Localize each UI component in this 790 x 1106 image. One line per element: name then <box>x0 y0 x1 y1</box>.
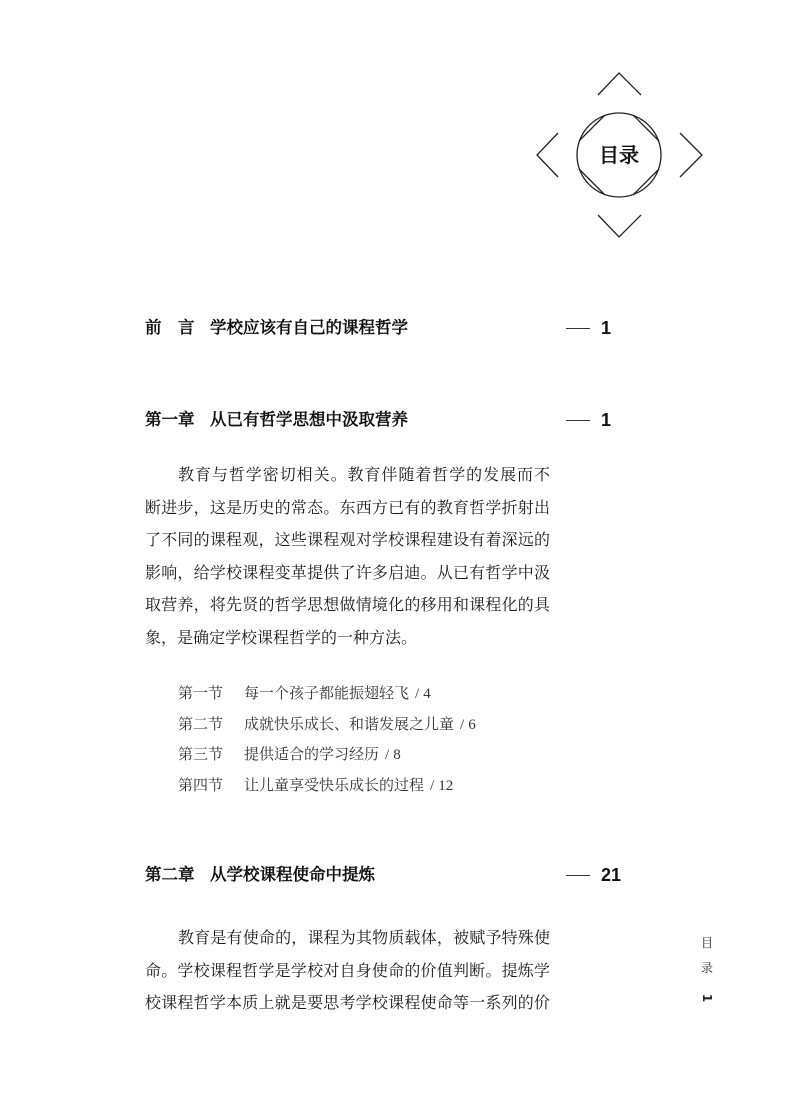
page-separator: / <box>430 777 435 794</box>
summary-line: 影响，给学校课程变革提供了许多启迪。从已有哲学中汲 <box>145 562 550 582</box>
summary-line: 取营养，将先贤的哲学思想做情境化的移用和课程化的具 <box>145 595 550 615</box>
toc-emblem <box>530 65 710 245</box>
section-title: 每一个孩子都能振翅轻飞 <box>244 684 410 702</box>
toc-section-3 <box>0 743 790 765</box>
section-text <box>244 743 401 766</box>
toc-section-1 <box>0 682 790 704</box>
section-text <box>244 682 431 705</box>
section-page-number: 4 <box>423 686 431 702</box>
section-page-number: 6 <box>468 716 476 733</box>
chapter-page-number: 21 <box>601 865 622 885</box>
section-label: 第四节 <box>178 775 224 794</box>
emblem-diagonal-lr <box>633 169 659 195</box>
section-label: 第二节 <box>178 714 224 733</box>
chevron-left-icon <box>537 133 558 177</box>
entry-label: 前 言 <box>145 318 195 337</box>
summary-line: 校课程哲学本质上就是要思考学校课程使命等一系列的价 <box>145 993 550 1013</box>
chapter-label: 第一章 <box>145 410 195 429</box>
chapter-title: 从学校课程使命中提炼 <box>210 865 375 884</box>
chevron-right-icon <box>680 133 702 177</box>
page-separator: / <box>460 716 465 733</box>
summary-line: 断进步，这是历史的常态。东西方已有的教育哲学折射出 <box>145 497 550 517</box>
entry-page-number: 1 <box>601 318 612 338</box>
section-label: 第一节 <box>178 684 224 702</box>
leader-dash <box>566 328 590 329</box>
summary-line: 了不同的课程观，这些课程观对学校课程建设有着深远的 <box>145 530 550 550</box>
running-header-char: 目 <box>700 936 713 950</box>
section-title: 成就快乐成长、和谐发展之儿童 <box>244 714 455 733</box>
summary-line: 教育是有使命的，课程为其物质载体，被赋予特殊使 <box>178 928 550 947</box>
toc-entry-chapter-2 <box>0 864 790 886</box>
emblem-diagonal-ur <box>633 115 659 141</box>
chapter-title: 从已有哲学思想中汲取营养 <box>210 410 408 429</box>
section-page-number: 8 <box>393 747 401 763</box>
chapter-page-number: 1 <box>601 410 612 430</box>
summary-line: 教育与哲学密切相关。教育伴随着哲学的发展而不 <box>178 465 550 484</box>
running-header-page-number: 1 <box>700 993 714 1003</box>
section-text <box>244 774 453 797</box>
leader-dash <box>566 875 590 876</box>
section-label: 第三节 <box>178 745 224 763</box>
entry-title: 学校应该有自己的课程哲学 <box>210 318 408 337</box>
section-title: 提供适合的学习经历 <box>244 745 380 763</box>
toc-section-2 <box>0 713 790 735</box>
toc-entry-chapter-1 <box>0 409 790 431</box>
emblem-diagonal-ul <box>579 115 605 141</box>
leader-dash <box>566 420 590 421</box>
chevron-down-icon <box>598 215 641 237</box>
page-separator: / <box>385 747 390 763</box>
section-title: 让儿童享受快乐成长的过程 <box>244 775 425 794</box>
chapter-2-summary <box>145 922 550 1020</box>
section-text <box>244 713 476 736</box>
toc-section-4 <box>0 774 790 796</box>
emblem-diagonal-ll <box>579 169 605 195</box>
section-page-number: 12 <box>438 777 454 794</box>
toc-entry-preface <box>0 317 790 339</box>
chapter-label: 第二章 <box>145 865 195 884</box>
page-title: 目录 <box>599 143 639 167</box>
chevron-up-icon <box>598 73 641 95</box>
running-header-char: 录 <box>700 961 713 975</box>
summary-line: 命。学校课程哲学是学校对自身使命的价值判断。提炼学 <box>145 960 550 980</box>
summary-line: 象，是确定学校课程哲学的一种方法。 <box>145 627 418 647</box>
chapter-1-summary <box>145 459 550 655</box>
page-separator: / <box>415 686 420 702</box>
